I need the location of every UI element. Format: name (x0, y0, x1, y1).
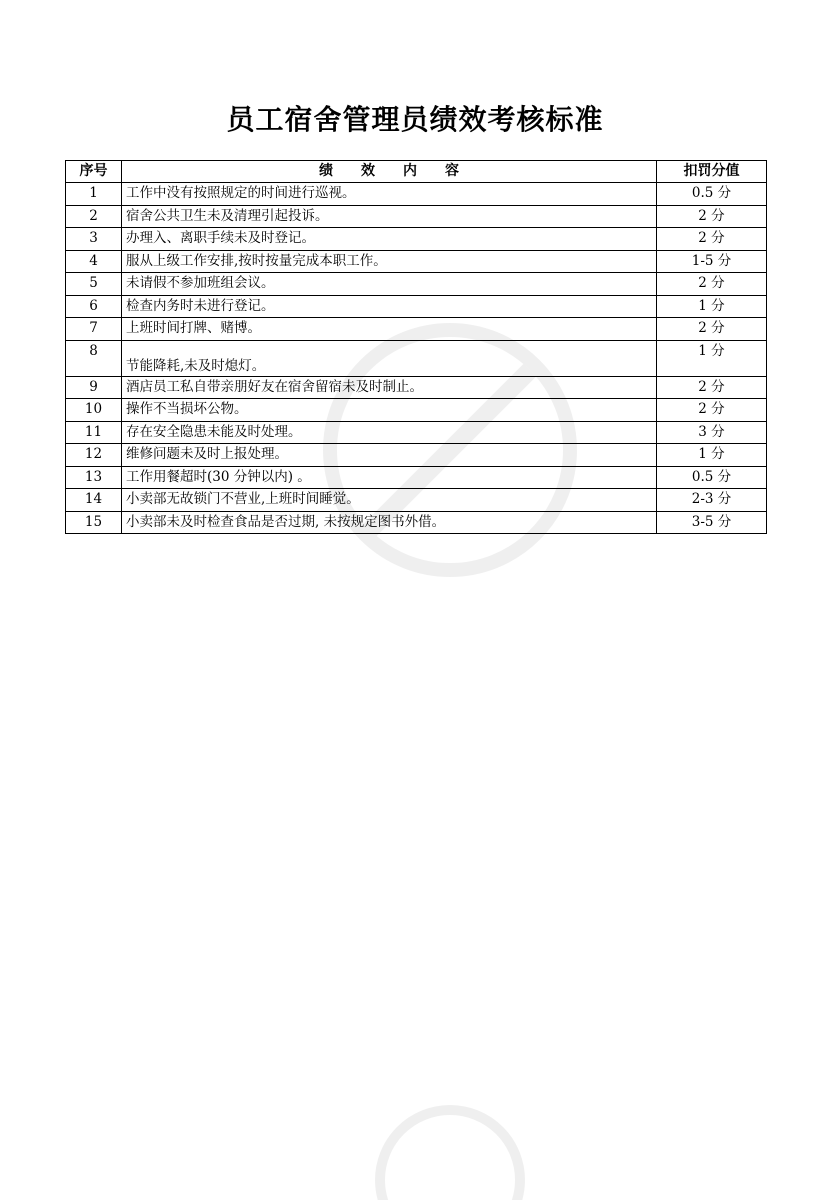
row-score: 0.5 分 (657, 466, 767, 489)
row-score: 1 分 (657, 295, 767, 318)
table-row (66, 340, 767, 376)
row-no: 14 (66, 489, 122, 512)
row-content: 存在安全隐患未能及时处理。 (122, 421, 657, 444)
row-no: 13 (66, 466, 122, 489)
row-no: 15 (66, 511, 122, 534)
row-score: 2 分 (657, 399, 767, 422)
row-content: 服从上级工作安排,按时按量完成本职工作。 (122, 250, 657, 273)
header-no: 序号 (66, 161, 122, 183)
table-row (66, 205, 767, 228)
row-no: 9 (66, 376, 122, 399)
row-no: 12 (66, 444, 122, 467)
document-title: 员工宿舍管理员绩效考核标准 (226, 103, 604, 136)
row-content: 未请假不参加班组会议。 (122, 273, 657, 296)
table-row (66, 273, 767, 296)
watermark-icon (350, 1080, 550, 1200)
row-no: 7 (66, 318, 122, 341)
table-row (66, 511, 767, 534)
row-no: 1 (66, 183, 122, 206)
row-content: 工作中没有按照规定的时间进行巡视。 (122, 183, 657, 206)
row-no: 2 (66, 205, 122, 228)
row-content: 节能降耗,未及时熄灯。 (122, 340, 657, 376)
row-score: 2 分 (657, 318, 767, 341)
row-content: 办理入、离职手续未及时登记。 (122, 228, 657, 251)
table-row (66, 444, 767, 467)
row-no: 6 (66, 295, 122, 318)
row-content: 工作用餐超时(30 分钟以内) 。 (122, 466, 657, 489)
header-content: 绩效内容 (122, 161, 657, 183)
row-score: 2 分 (657, 228, 767, 251)
table-row (66, 489, 767, 512)
row-no: 8 (66, 340, 122, 376)
row-score: 0.5 分 (657, 183, 767, 206)
table-row (66, 250, 767, 273)
row-no: 3 (66, 228, 122, 251)
table-row (66, 183, 767, 206)
row-no: 4 (66, 250, 122, 273)
row-score: 2-3 分 (657, 489, 767, 512)
row-score: 1-5 分 (657, 250, 767, 273)
row-no: 5 (66, 273, 122, 296)
row-content: 宿舍公共卫生未及清理引起投诉。 (122, 205, 657, 228)
row-content: 小卖部未及时检查食品是否过期, 未按规定图书外借。 (122, 511, 657, 534)
row-content: 上班时间打牌、赌博。 (122, 318, 657, 341)
row-score: 1 分 (657, 340, 767, 376)
row-content: 检查内务时未进行登记。 (122, 295, 657, 318)
table-row (66, 421, 767, 444)
row-content: 小卖部无故锁门不营业,上班时间睡觉。 (122, 489, 657, 512)
table-row (66, 399, 767, 422)
row-score: 2 分 (657, 273, 767, 296)
row-score: 2 分 (657, 376, 767, 399)
table-row (66, 295, 767, 318)
row-score: 3-5 分 (657, 511, 767, 534)
table-row (66, 376, 767, 399)
table-row (66, 228, 767, 251)
performance-table (65, 160, 767, 534)
table-row (66, 318, 767, 341)
header-score: 扣罚分值 (657, 161, 767, 183)
row-content: 操作不当损坏公物。 (122, 399, 657, 422)
row-content: 维修问题未及时上报处理。 (122, 444, 657, 467)
row-score: 3 分 (657, 421, 767, 444)
row-score: 2 分 (657, 205, 767, 228)
row-no: 11 (66, 421, 122, 444)
row-content: 酒店员工私自带亲朋好友在宿舍留宿未及时制止。 (122, 376, 657, 399)
table-header-row (66, 161, 767, 183)
row-no: 10 (66, 399, 122, 422)
table-row (66, 466, 767, 489)
row-score: 1 分 (657, 444, 767, 467)
